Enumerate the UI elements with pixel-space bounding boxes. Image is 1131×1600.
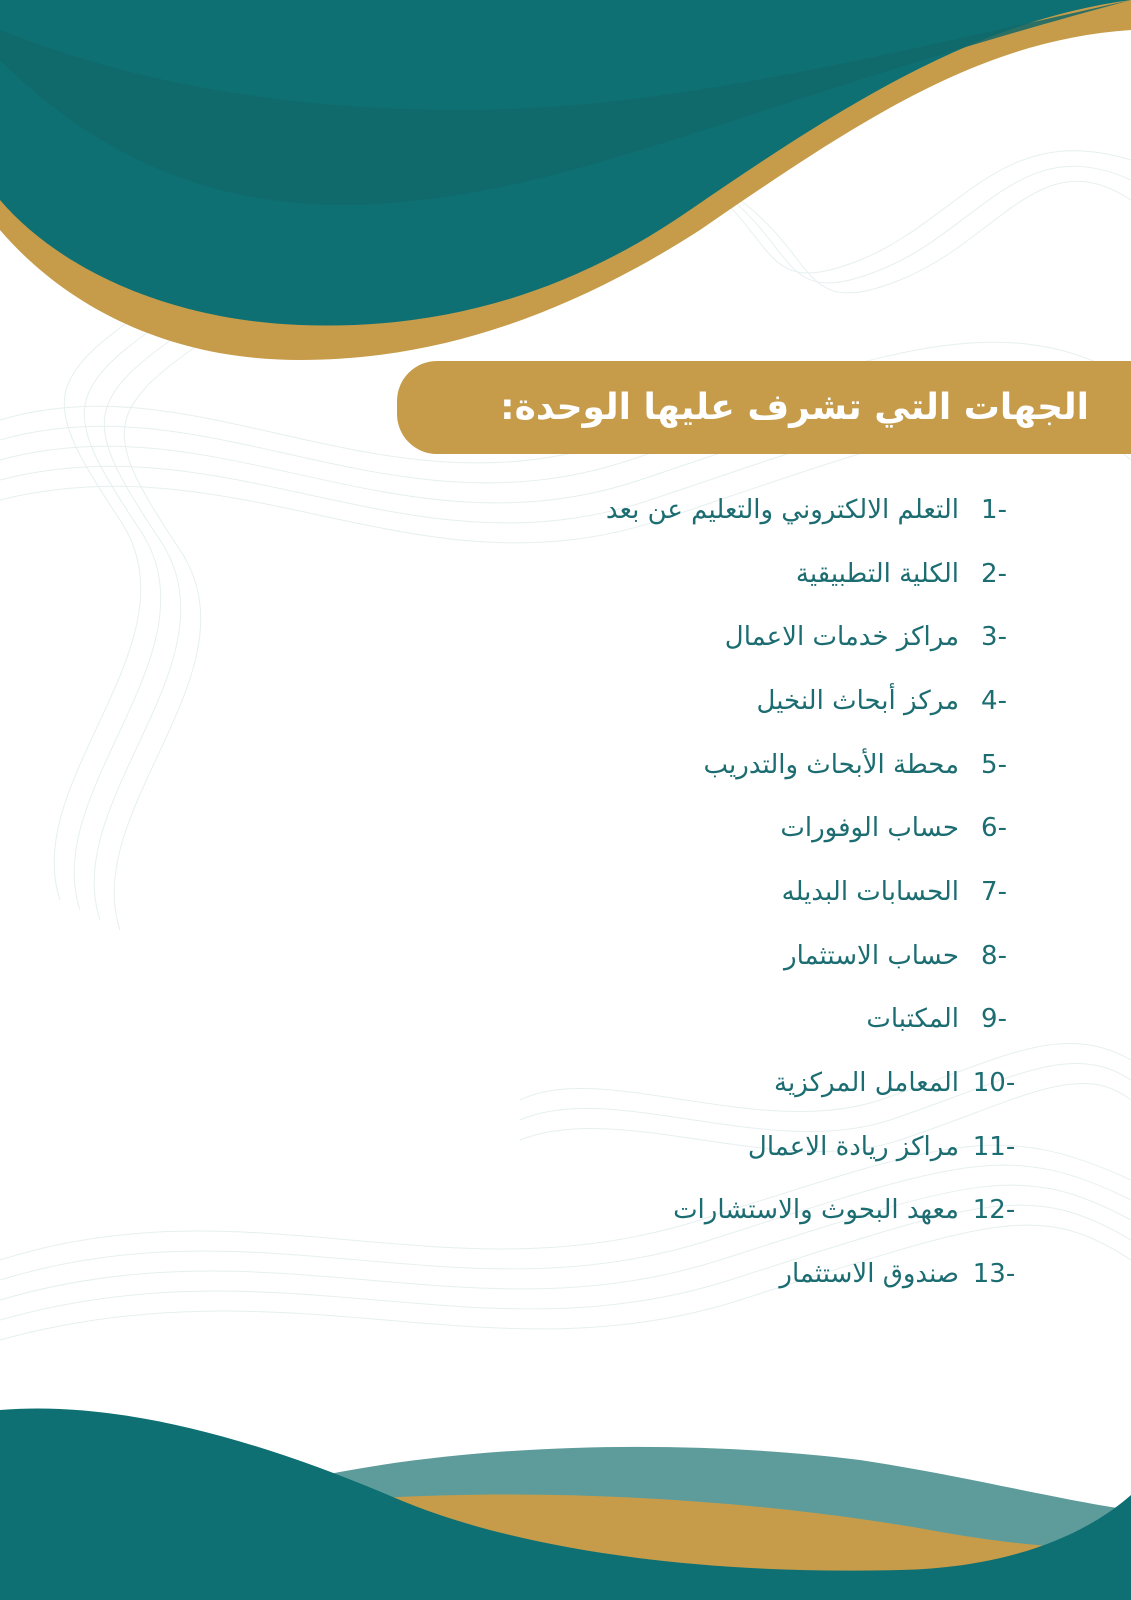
- item-label: مراكز ريادة الاعمال: [747, 1131, 959, 1162]
- section-title-text: الجهات التي تشرف عليها الوحدة:: [500, 387, 1089, 428]
- item-label: التعلم الالكتروني والتعليم عن بعد: [605, 494, 959, 525]
- item-number: 13-: [972, 1259, 1016, 1290]
- item-number: 1-: [981, 494, 1007, 525]
- item-label: حساب الاستثمار: [784, 940, 959, 971]
- item-number: 4-: [981, 685, 1007, 716]
- list-item: [383, 478, 1023, 542]
- list-item: [383, 796, 1023, 860]
- item-label: المعامل المركزية: [774, 1068, 959, 1099]
- item-number: 7-: [981, 876, 1007, 907]
- list-item: [383, 733, 1023, 797]
- list-item: [383, 1051, 1023, 1115]
- item-label: الكلية التطبيقية: [795, 558, 959, 589]
- item-number: 6-: [981, 813, 1007, 844]
- item-label: حساب الوفورات: [780, 813, 959, 844]
- list-item: [383, 1115, 1023, 1179]
- section-title: [397, 361, 1131, 454]
- item-label: محطة الأبحاث والتدريب: [703, 749, 959, 780]
- item-label: الحسابات البديله: [781, 876, 959, 907]
- list-item: [383, 988, 1023, 1052]
- item-number: 2-: [981, 558, 1007, 589]
- list-item: [383, 1179, 1023, 1243]
- item-number: 3-: [981, 622, 1007, 653]
- list-item: [383, 542, 1023, 606]
- item-number: 12-: [972, 1195, 1016, 1226]
- item-label: معهد البحوث والاستشارات: [673, 1195, 959, 1226]
- units-list: [383, 478, 1023, 1306]
- item-number: 8-: [981, 940, 1007, 971]
- list-item: [383, 605, 1023, 669]
- item-number: 5-: [981, 749, 1007, 780]
- item-label: صندوق الاستثمار: [779, 1259, 959, 1290]
- list-item: [383, 860, 1023, 924]
- item-label: مركز أبحاث النخيل: [756, 685, 959, 716]
- list-item: [383, 1242, 1023, 1306]
- item-label: المكتبات: [866, 1004, 959, 1035]
- item-label: مراكز خدمات الاعمال: [724, 622, 959, 653]
- list-item: [383, 924, 1023, 988]
- item-number: 11-: [972, 1131, 1016, 1162]
- list-item: [383, 669, 1023, 733]
- item-number: 9-: [981, 1004, 1007, 1035]
- item-number: 10-: [972, 1068, 1016, 1099]
